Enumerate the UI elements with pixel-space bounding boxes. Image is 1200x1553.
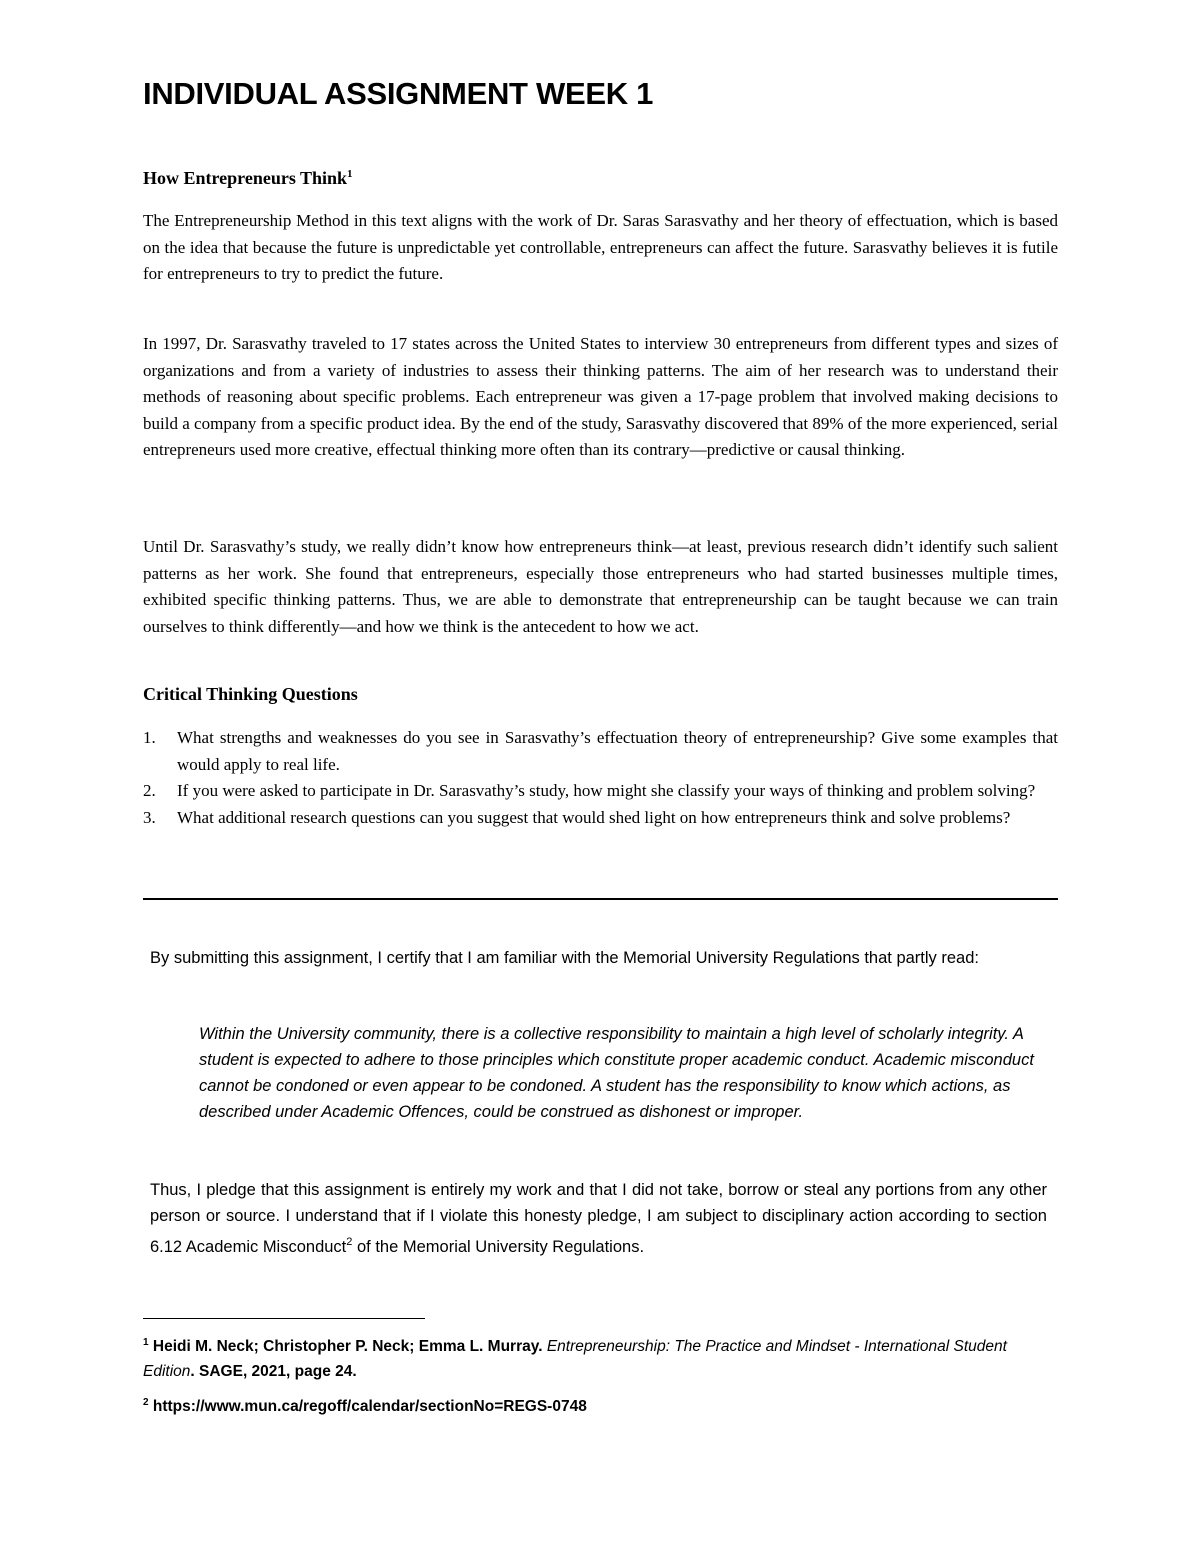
footnote-1 bbox=[143, 1330, 1058, 1384]
footnote-separator bbox=[143, 1318, 425, 1319]
footnote-publisher: . SAGE, 2021, page 24. bbox=[190, 1363, 357, 1380]
honesty-pledge: Thus, I pledge that this assignment is entirely my work and that I did not take, borrow or steal any portions from any other person or source. I understand that if I violate this honesty pledge, I am subject to disciplinary action according to section 6.12 Academic Misconduct$^2$ of the Memorial University Regulations. bbox=[150, 1181, 1047, 1256]
question-number: 3. bbox=[143, 807, 156, 827]
question-text: What strengths and weaknesses do you see in Sarasvathy’s effectuation theory of entrepreneurship? Give some examples that would apply to real life. bbox=[177, 728, 1058, 774]
section-heading-critical-thinking: Critical Thinking Questions bbox=[143, 684, 358, 704]
list-item bbox=[143, 778, 1058, 805]
paragraph-2: In 1997, Dr. Sarasvathy traveled to 17 states across the United States to interview 30 entrepreneurs from different types and sizes of organizations and from a variety of industries to assess their thinking patterns. The aim of her research was to understand their methods of reasoning about specific problems. Each entrepreneur was given a 17-page problem that involved making decisions to build a company from a specific product idea. By the end of the study, Sarasvathy discovered that 89% of the more experienced, serial entrepreneurs used more creative, effectual thinking more often than its contrary—predictive or causal thinking. bbox=[143, 334, 1058, 459]
footnote-2 bbox=[143, 1390, 1058, 1419]
page-title: INDIVIDUAL ASSIGNMENT WEEK 1 bbox=[143, 76, 654, 111]
section-heading-how-entrepreneurs-think: How Entrepreneurs Think$^1$ bbox=[143, 168, 353, 188]
paragraph-3: Until Dr. Sarasvathy’s study, we really didn’t know how entrepreneurs think—at least, previous research didn’t identify such salient patterns as her work. She found that entrepreneurs, especially those entrepreneurs who had started businesses multiple times, exhibited specific thinking patterns. Thus, we are able to demonstrate that entrepreneurship can be taught because we can train ourselves to think differently—and how we think is the antecedent to how we act. bbox=[143, 537, 1058, 636]
section-divider bbox=[143, 898, 1058, 900]
footnote-number: 2 bbox=[143, 1397, 149, 1408]
footnote-ref-2[interactable]: 2 bbox=[346, 1236, 353, 1248]
question-text: If you were asked to participate in Dr. Sarasvathy’s study, how might she classify your ways of thinking and problem solving? bbox=[177, 781, 1036, 800]
footnote-number: 1 bbox=[143, 1337, 149, 1348]
question-list bbox=[143, 725, 1058, 831]
list-item bbox=[143, 805, 1058, 832]
question-number: 1. bbox=[143, 728, 156, 747]
list-item bbox=[143, 725, 1058, 778]
certification-intro: By submitting this assignment, I certify that I am familiar with the Memorial University Regulations that partly read: bbox=[150, 949, 979, 967]
question-text: What additional research questions can you suggest that would shed light on how entrepreneurs think and solve problems? bbox=[177, 807, 1011, 827]
footnote-ref-1[interactable]: 1 bbox=[347, 168, 353, 180]
footnote-link[interactable]: https://www.mun.ca/regoff/calendar/sectionNo=REGS-0748 bbox=[152, 1398, 587, 1415]
footnote-authors: Heidi M. Neck; Christopher P. Neck; Emma L. Murray. bbox=[152, 1338, 543, 1355]
regulation-quote: Within the University community, there is a collective responsibility to maintain a high level of scholarly integrity. A student is expected to adhere to those principles which constitute proper academic conduct. Academic misconduct cannot be condoned or even appear to be condoned. A student has the responsibility to know which actions, as described under Academic Offences, could be construed as dishonest or improper. bbox=[199, 1025, 1034, 1121]
footnote-work-title: Entrepreneurship: The Practice and Mindset - International Student Edition bbox=[143, 1338, 1007, 1380]
paragraph-1: The Entrepreneurship Method in this text aligns with the work of Dr. Saras Sarasvathy and her theory of effectuation, which is based on the idea that because the future is unpredictable yet controllable, entrepreneurs can affect the future. Sarasvathy believes it is futile for entrepreneurs to try to predict the future. bbox=[143, 211, 1058, 283]
question-number: 2. bbox=[143, 781, 156, 800]
